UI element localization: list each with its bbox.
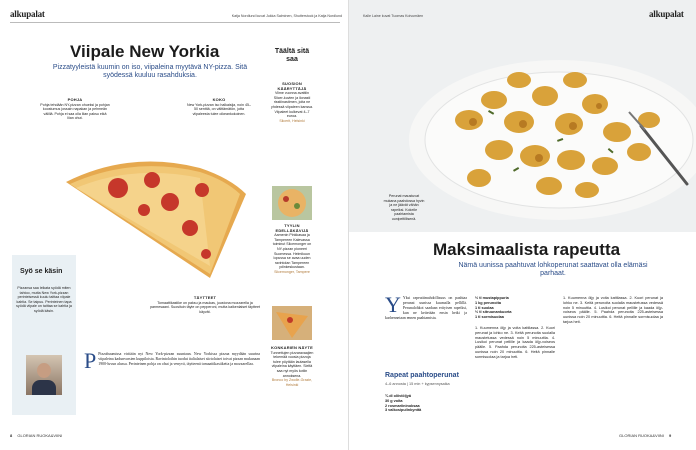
- side-item-1: [270, 82, 314, 123]
- sidebar-text: Pizzansa saa leikata syödä miten tahtoo, mutta New York-pizzan perinteisessä kuulu taittaa viipale kahtia. Se taipuu. Perinteinen tapa syödä viipale on taittaa se kahtia ja syödä käsin.: [16, 286, 72, 313]
- right-footer: [619, 433, 675, 438]
- left-footer: [10, 433, 62, 438]
- brand-logo-right: alkupalat: [649, 9, 684, 19]
- side-item-2-text: Aamenin Pinkkasaa ja Tampereen Kalevassa toiminut Slicemonger on NY-pizzan pioneeri Suomessa. Helmikuun lopussa se avaa uuden ravintolan Tampereen ydinkeskustaan.: [272, 233, 312, 270]
- right-intro-text: Yksi rapeuttimahdollisuus on paahtaa perunat uunissa kuumalla pellillä. Perunalohkot saadaan erityisen rapeiksi, kun ne keitetään ensin hetki ja karhennetaan ennen paahtamista.: [385, 296, 467, 320]
- article-body-text: Pizzabuumissa viritään nyt New York-pizzan suuntaan. New Yorkissa pizzaa myydään suurina viipaleina kadunvarsien kuppiloista. Ravintoloihin tuodut italialaiset siirtolaiset toivat pizzan mukanaan 1900-luvun alussa. Perinteinen pohja on ohut ja venyvä, täytteenä tomaattikastiketta ja mozzarellaa.: [98, 352, 260, 366]
- brand-logo: alkupalat: [10, 9, 45, 19]
- note-koko-heading: KOKO: [212, 97, 226, 102]
- portrait-head: [37, 363, 51, 378]
- side-thumb-2: [272, 306, 312, 340]
- ingredient-item: ½ tl mustapippuria: [475, 296, 509, 300]
- recipe-title: Rapeat paahtoperunat: [385, 372, 459, 379]
- ingredient-item: 1 tl suolaa: [475, 305, 494, 310]
- ingredient-item: ½ tl sitruunankuorta: [475, 310, 512, 315]
- side-item-1-heading: SUOSION KÄÄRYTTÄJÄ: [277, 81, 307, 91]
- left-page-number: 8: [10, 433, 13, 438]
- header-rule: [10, 22, 340, 23]
- portrait-shirt: [32, 380, 56, 395]
- recipe-steps-continued: [563, 296, 663, 325]
- article-body: [84, 348, 260, 373]
- recipe-yield: 4–6 annosta | 15 min + kypsennysaika: [385, 382, 450, 386]
- right-page: [348, 0, 696, 450]
- pizza-thumb-2: [272, 306, 312, 340]
- pizza-slice-illustration: [60, 150, 265, 290]
- side-item-2-link: Slicemonger, Tampere: [274, 269, 310, 274]
- note-pohja-text: Pohja tehdään NY-pizzan ohueksi ja pohjan koostumus jossain napakan ja pehmeän välillä. Pohja ei saa olla liian paksu eikä liian ohut.: [40, 102, 110, 121]
- side-item-1-link: Slicerit, Helsinki: [279, 118, 305, 123]
- note-pohja-heading: POHJA: [67, 97, 83, 102]
- side-item-3-text: Tunnettujen pizzaravaajien tekemää vuosia pizzoja tulee pöytään lautasella viipaleina käyttäen. Sieltä saa nyt myös kotiin annoksena.: [270, 350, 314, 378]
- right-footer-label: GLORIAN RUOKA&VIINI: [619, 433, 664, 438]
- photo-caption: Perunat maustuvat mukana paahdossa hyvin ja ne jäävät vähän rapeiksi. Kokeile paahtamista uunipeltillisenä.: [383, 194, 425, 221]
- ingredient-item: 1 tl sormisuolaa: [475, 315, 504, 320]
- recipe-steps-continued-text: 1. Kuumenna öljy ja voita kattilassa. 2. Kuori perunat ja lohko ne. 3. Keitä perunoita suolalla maustetussa vedessä noin 5 minuuttia. 4. Lusikoi perunat pellille ja kaada öljy-voiseos päälle. 5. Paahda perunoita 225-asteisessa uunissa noin 20 minuuttia. 6. Heitä pinnalle sormisuolaa ja tarjoa heti.: [563, 296, 663, 324]
- credit-line-right: Kalle Laine kuvat Tuomas Koivumäen: [363, 14, 424, 18]
- page-title: Viipale New Yorkia: [70, 42, 220, 61]
- ingredient-item: 1 kg perunoita: [475, 300, 501, 305]
- ingredient-item: 30 g voita: [385, 398, 403, 403]
- side-item-1-text: Viime vuonna avattiin Slicer-kuvien ja ilonasti risstiinastimen, joita ne yhdessä viipaleen kanssa. Viipaleet kulkevat 4–7 euroa.: [271, 91, 313, 119]
- ingredient-list-2: [475, 296, 555, 320]
- right-intro: [385, 292, 467, 321]
- side-item-2: [270, 224, 314, 275]
- note-taytteet: [150, 296, 260, 314]
- note-koko: [186, 98, 252, 116]
- note-pohja: [40, 98, 110, 121]
- recipe-steps: 1. Kuumenna öljy ja voita kattilassa. 2. Kuori perunat ja lohko ne. 3. Keitä perunoita suolalla maustetussa vedessä noin 5 minuuttia. 4. Lusikoi perunat pellille ja kaada öljy-voiseos päälle. 5. Paahda perunoita 225-asteisessa uunissa noin 20 minuuttia. 6. Heitä pinnalle sormisuolaa ja tarjoa heti.: [475, 326, 555, 359]
- note-taytteet-text: Tomaattikastike on paksu ja maukas, juustona mozzarella ja parmesaani. Suosituin täyte on pepperoni, mutta kaikenlaiset täytteet käyvät.: [150, 300, 260, 314]
- side-item-2-heading: TYYLIN EDELLÄKÄVIJÄ: [275, 223, 309, 233]
- right-dropcap: Y: [385, 292, 401, 317]
- ingredient-item: 2 rosmariininoksaa: [385, 403, 420, 408]
- right-page-number: 9: [669, 433, 672, 438]
- side-thumb-1: [272, 186, 312, 220]
- page-subtitle: Pizzatyyleistä kuumin on iso, viipaleina myytävä NY-pizza. Sitä syödessä kuuluu rasahduksia.: [52, 64, 248, 79]
- ingredient-item: 3 valkosipulinkynttä: [385, 408, 422, 413]
- sidebar-title: Syö se käsin: [20, 268, 63, 275]
- ingredient-list-1: [385, 394, 467, 413]
- pizza-thumb-1: [272, 186, 312, 220]
- author-portrait: [26, 355, 62, 395]
- credit-line: Katja Nordlund kuvat Jukka Salminen, Shutterstock ja Katja Nordlund: [231, 14, 342, 18]
- note-koko-text: New York-pizzan iso halkaisija, noin 45–50 senttiä, on välttämätön, jotta viipaleesta tulee oikeankokoinen.: [187, 102, 251, 116]
- right-title: Maksimaalista rapeutta: [433, 240, 621, 259]
- ingredient-item: ¾ dl oliiviöljyä: [385, 394, 411, 398]
- side-column-heading: Täältä sitä saa: [274, 48, 310, 63]
- side-item-3-link: Bronco by Zwolle-Grazie, Helsinki: [271, 378, 313, 387]
- side-item-3-heading: KONKARIEN NÄYTE: [271, 345, 313, 350]
- right-subtitle: Nämä uunissa paahtuvat lohkoperunat saattavat olla elämäsi parhaat.: [458, 262, 648, 277]
- left-footer-label: GLORIAN RUOKA&VIINI: [17, 433, 63, 438]
- side-item-3: [270, 346, 314, 387]
- dropcap: P: [84, 348, 97, 373]
- note-taytteet-heading: TÄYTTEET: [193, 295, 217, 300]
